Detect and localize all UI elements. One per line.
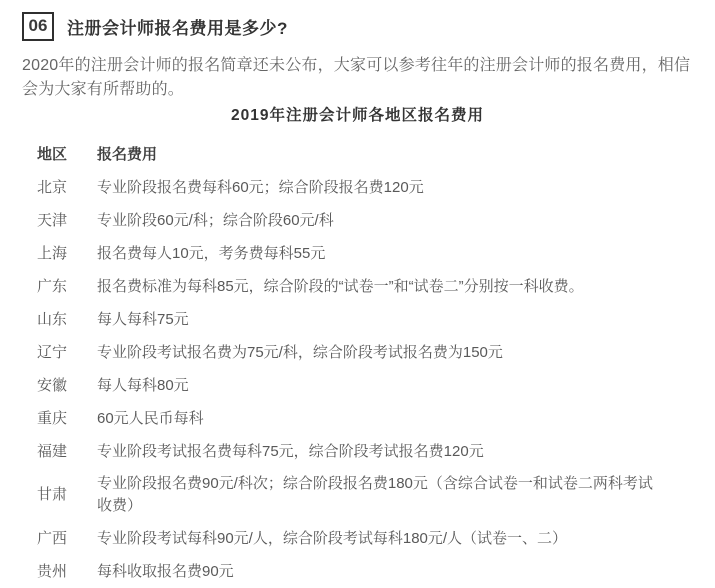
table-row [22, 303, 693, 336]
table-row [22, 204, 693, 237]
fee-cell: 专业阶段考试报名费为75元/科，综合阶段考试报名费为150元 [97, 343, 503, 361]
table-row [22, 402, 693, 435]
region-cell: 上海 [37, 244, 68, 262]
table-row [22, 336, 693, 369]
table-row [22, 522, 693, 555]
region-cell: 贵州 [37, 562, 68, 580]
fee-cell: 每人每科75元 [97, 310, 189, 328]
table-row [22, 555, 693, 588]
column-header-fee: 报名费用 [97, 145, 158, 163]
table-row [22, 468, 693, 522]
fee-cell: 60元人民币每科 [97, 409, 204, 427]
column-header-region: 地区 [37, 145, 68, 163]
table-title: 2019年注册会计师各地区报名费用 [231, 107, 484, 124]
fee-table [22, 138, 693, 588]
fee-cell: 专业阶段报名费90元/科次；综合阶段报名费180元（含综合试卷一和试卷二两科考试收费） [97, 475, 653, 514]
fee-cell: 专业阶段报名费每科60元；综合阶段报名费120元 [97, 178, 424, 196]
table-header-row [22, 138, 693, 171]
table-row [22, 237, 693, 270]
region-cell: 福建 [37, 442, 68, 460]
fee-cell: 报名费每人10元，考务费每科55元 [97, 244, 326, 262]
region-cell: 重庆 [37, 409, 68, 427]
intro-paragraph: 2020年的注册会计师的报名简章还未公布，大家可以参考往年的注册会计师的报名费用，相信会为大家有所帮助的。 [22, 57, 691, 98]
fee-table-body [22, 171, 693, 588]
table-row [22, 435, 693, 468]
table-row [22, 270, 693, 303]
page-title: 注册会计师报名费用是多少? [67, 18, 288, 38]
region-cell: 山东 [37, 310, 68, 328]
region-cell: 广东 [37, 277, 68, 295]
section-heading [22, 10, 693, 42]
region-cell: 甘肃 [37, 486, 68, 503]
region-cell: 天津 [37, 211, 68, 229]
fee-cell: 每人每科80元 [97, 376, 189, 394]
section-number-badge: 06 [22, 12, 54, 41]
region-cell: 广西 [37, 529, 68, 547]
region-cell: 安徽 [37, 376, 68, 394]
table-row [22, 369, 693, 402]
fee-cell: 专业阶段考试报名费每科75元，综合阶段考试报名费120元 [97, 442, 484, 460]
fee-cell: 专业阶段60元/科；综合阶段60元/科 [97, 211, 334, 229]
region-cell: 辽宁 [37, 343, 68, 361]
table-row [22, 171, 693, 204]
fee-cell: 专业阶段考试每科90元/人，综合阶段考试每科180元/人（试卷一、二） [97, 529, 568, 547]
fee-cell: 每科收取报名费90元 [97, 562, 234, 580]
region-cell: 北京 [37, 178, 68, 196]
fee-cell: 报名费标准为每科85元，综合阶段的“试卷一”和“试卷二”分别按一科收费。 [97, 277, 584, 295]
